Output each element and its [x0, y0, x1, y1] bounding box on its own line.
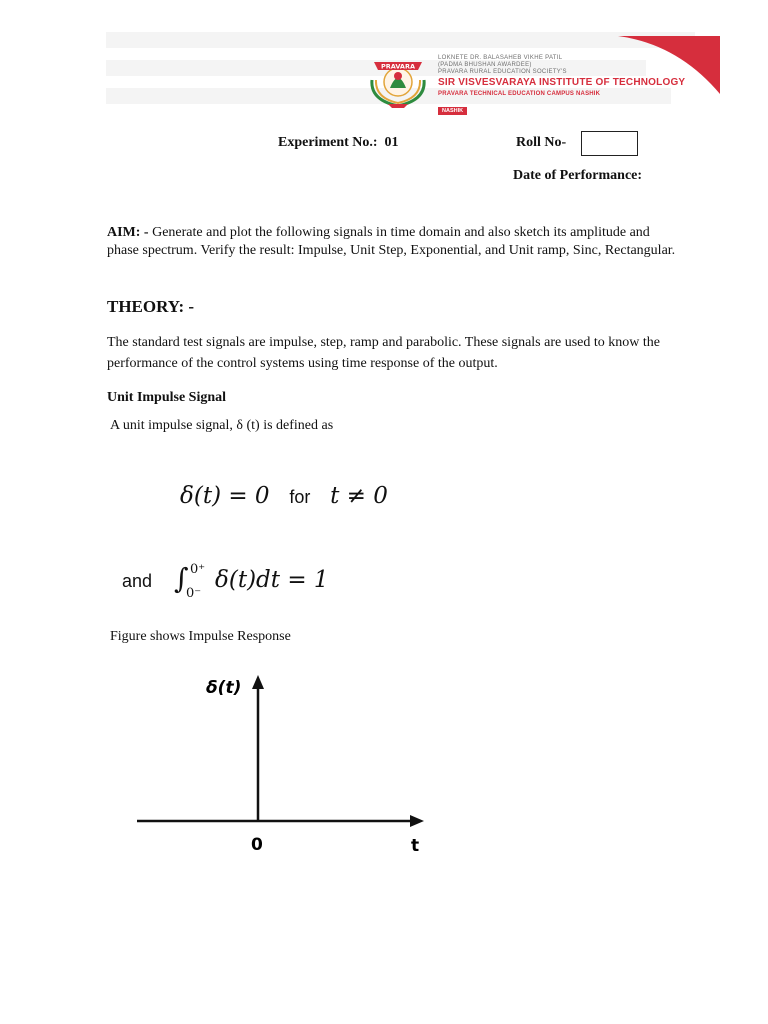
equation-1-rhs: t ≠ 0	[330, 483, 388, 509]
theory-paragraph: The standard test signals are impulse, step, ramp and parabolic. These signals are used to know the performance of the control systems using time response of the output.	[107, 335, 660, 371]
equation-1-lhs: δ(t) = 0	[180, 483, 270, 509]
equation-2-and: and	[122, 571, 153, 591]
impulse-definition-text: A unit impulse signal, δ (t) is defined as	[110, 418, 334, 433]
institute-name: SIR VISVESVARAYA INSTITUTE OF TECHNOLOGY	[438, 77, 686, 88]
institute-logo	[366, 48, 430, 108]
impulse-equation-1	[180, 480, 388, 512]
origin-label: 0	[251, 835, 263, 855]
aim-text: Generate and plot the following signals in time domain and also sketch its amplitude and phase spectrum. Verify the result: Impulse, Unit Step, Exponential, and Unit ramp, Sinc, Rectangular.	[107, 225, 676, 258]
equation-1-for: for	[289, 487, 311, 507]
integral-sign: ∫	[174, 562, 189, 595]
unit-impulse-heading: Unit Impulse Signal	[107, 390, 227, 405]
equation-2-body: δ(t)dt = 1	[215, 567, 329, 593]
time-axis-arrow	[410, 815, 424, 827]
impulse-arrow	[252, 675, 264, 689]
theory-heading: THEORY: -	[107, 297, 195, 316]
org-line-2: (PADMA BHUSHAN AWARDEE)	[438, 62, 532, 68]
institute-banner	[106, 22, 720, 122]
integral-lower-limit: 0⁻	[186, 586, 202, 601]
aim-label: AIM: -	[107, 225, 149, 240]
impulse-response-figure	[130, 668, 430, 863]
org-line-3: PRAVARA RURAL EDUCATION SOCIETY'S	[438, 69, 567, 75]
city-badge: NASHIK	[438, 107, 467, 115]
roll-label: Roll No-	[516, 135, 567, 150]
org-line-1: LOKNETE DR. BALASAHEB VIKHE PATIL	[438, 55, 563, 61]
logo-ribbon-text: PRAVARA	[380, 62, 416, 71]
experiment-value: 01	[384, 135, 399, 150]
experiment-number	[278, 134, 399, 152]
date-of-performance-label: Date of Performance:	[513, 168, 643, 183]
corner-accent	[618, 36, 720, 96]
campus-name: PRAVARA TECHNICAL EDUCATION CAMPUS NASHIK	[438, 91, 601, 97]
impulse-y-label: δ(t)	[206, 678, 242, 698]
roll-number-field[interactable]	[581, 131, 638, 156]
integral-upper-limit: 0⁺	[190, 562, 206, 577]
experiment-label: Experiment No.:	[278, 135, 378, 150]
figure-caption: Figure shows Impulse Response	[110, 629, 291, 644]
aim-paragraph	[107, 224, 677, 260]
time-axis-label: t	[411, 836, 420, 856]
